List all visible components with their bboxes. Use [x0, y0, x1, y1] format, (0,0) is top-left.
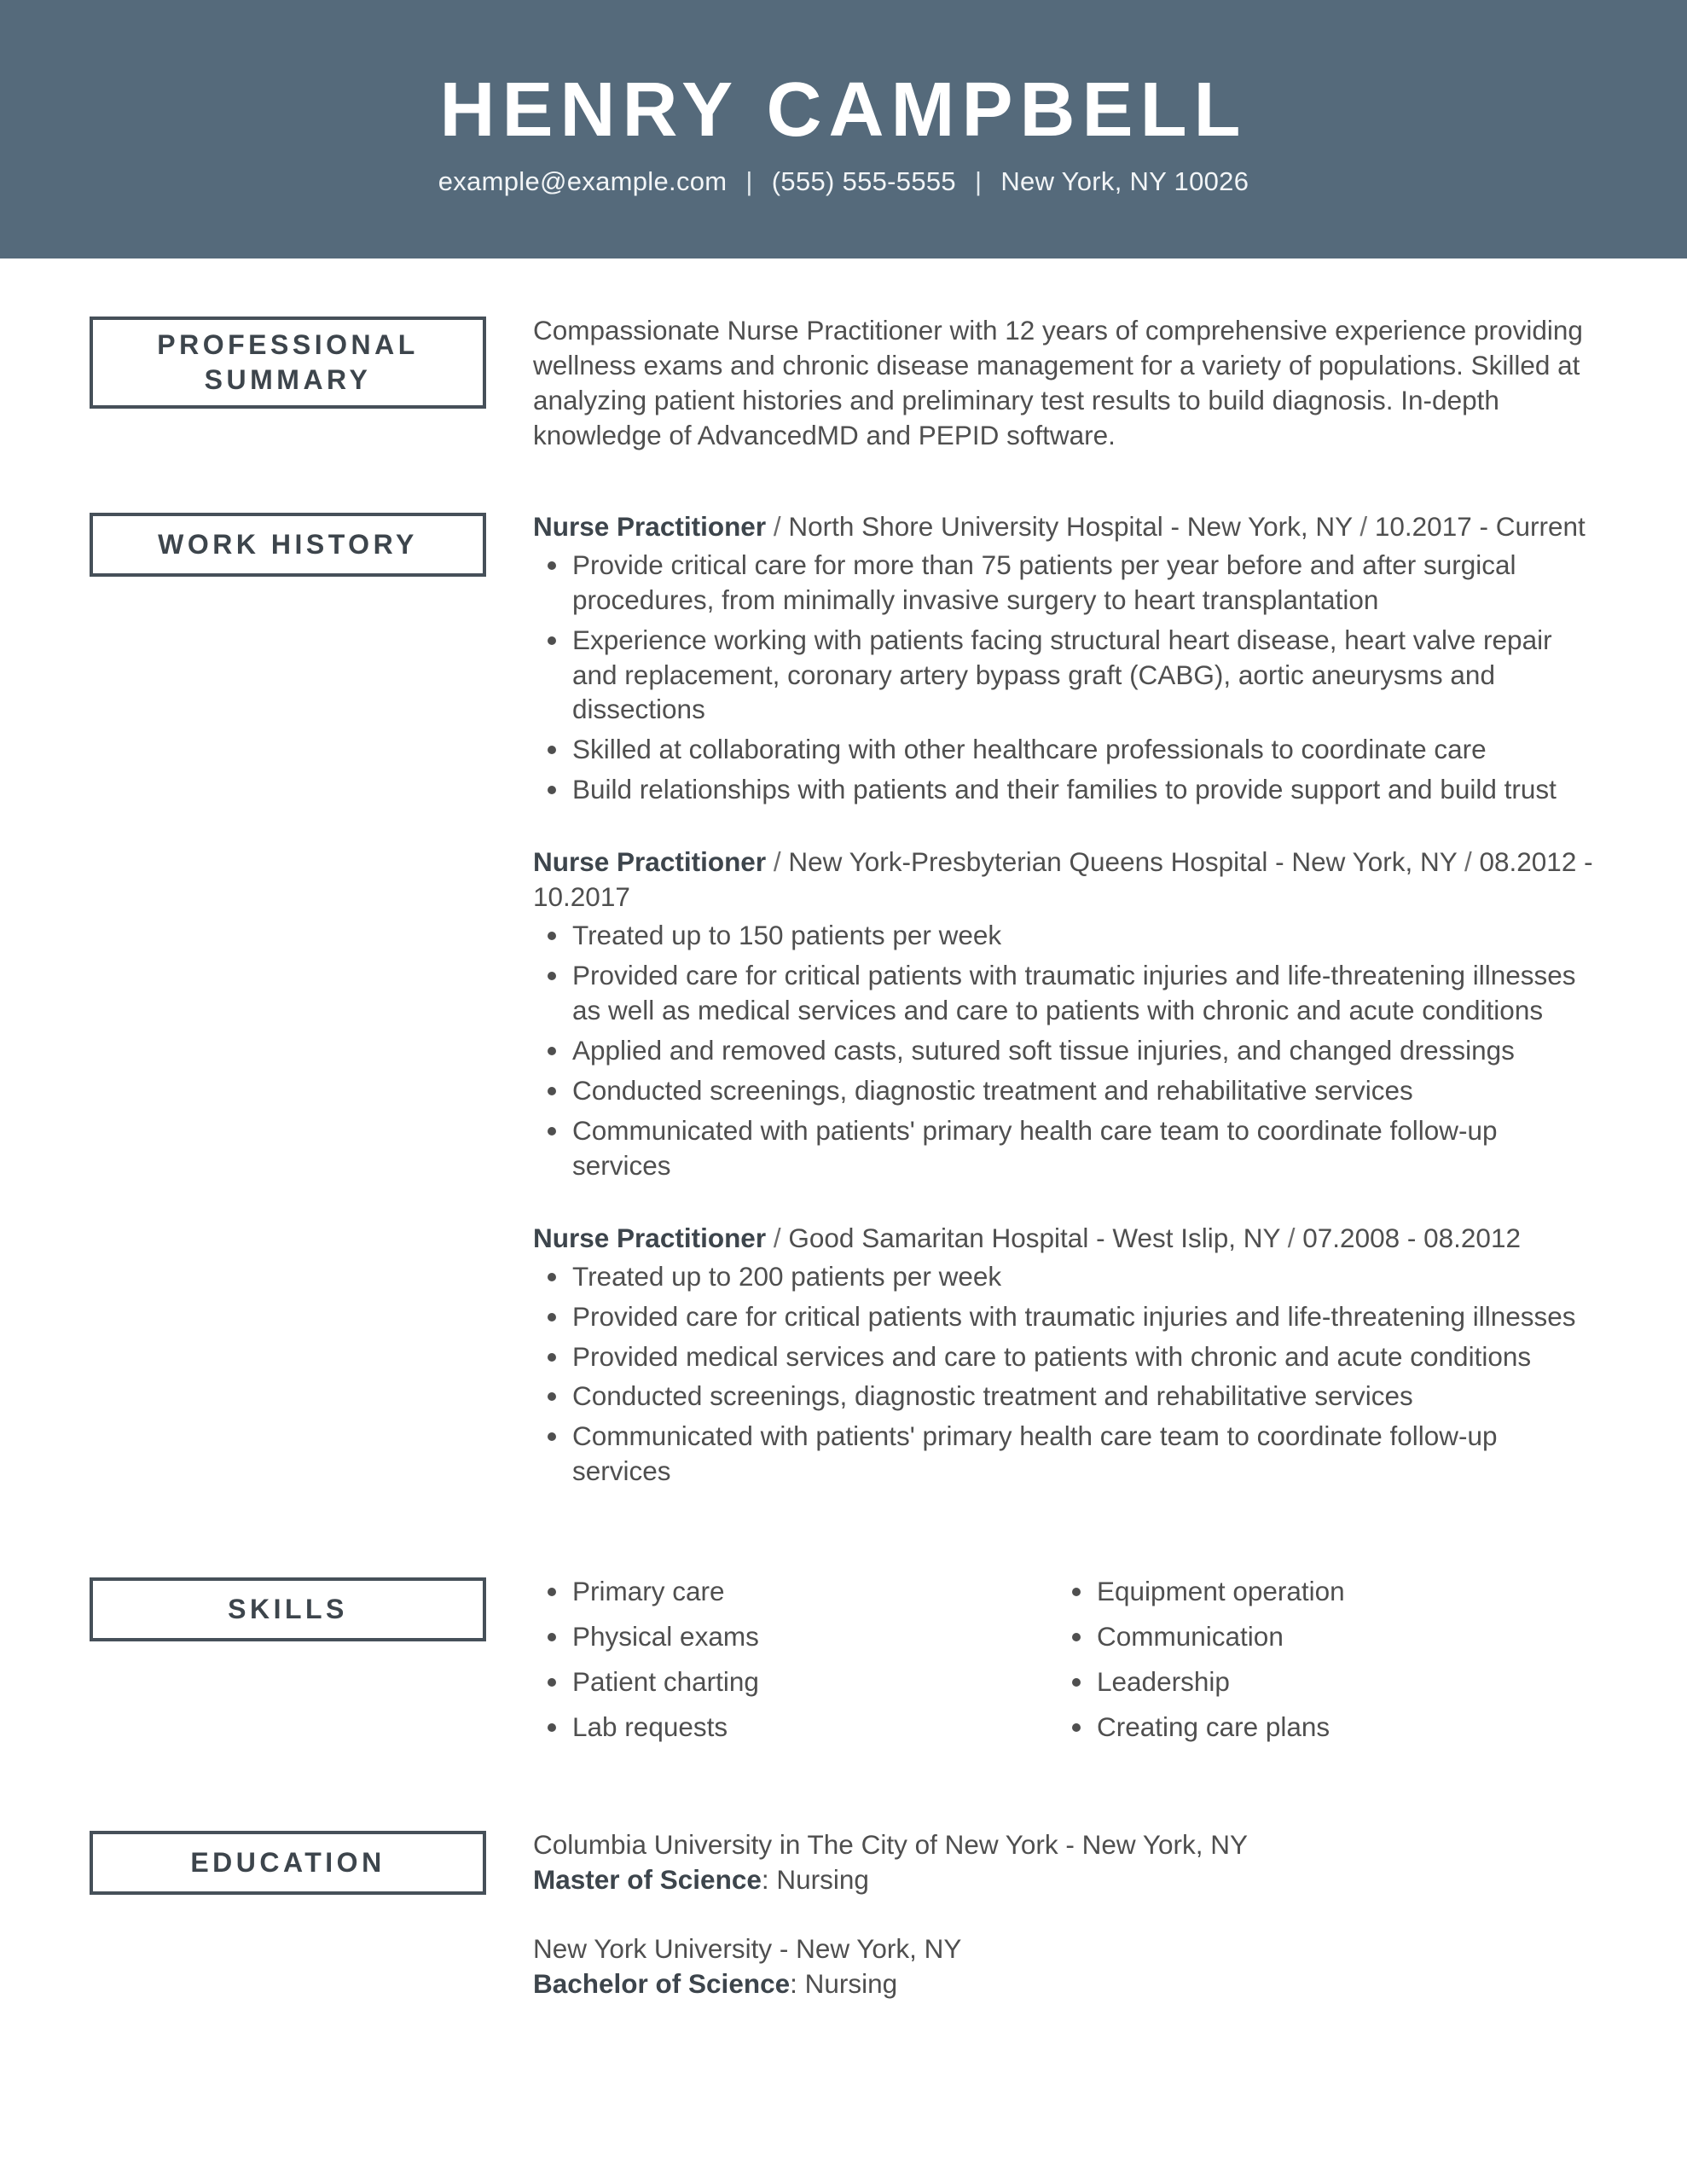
section-heading-label-skills: SKILLS: [228, 1594, 348, 1625]
education-degree: Master of Science: [533, 1863, 762, 1895]
skill-item: Lab requests: [533, 1710, 1058, 1745]
job-separator: /: [1359, 510, 1368, 542]
education-school: Columbia University in The City of New York - New York, NY: [533, 1829, 1248, 1860]
job-bullet: Conducted screenings, diagnostic treatment and rehabilitative services: [533, 1379, 1593, 1414]
section-label-column: [90, 1574, 486, 1641]
section-label-column: [90, 313, 486, 409]
job-entry: [533, 845, 1593, 1182]
job-bullet-list: [533, 1259, 1593, 1490]
job-heading: [533, 1221, 1593, 1256]
job-bullet: Conducted screenings, diagnostic treatment and rehabilitative services: [533, 1073, 1593, 1108]
contact-location: New York, NY 10026: [1000, 166, 1249, 196]
job-bullet: Build relationships with patients and their families to provide support and build trust: [533, 772, 1593, 807]
section-heading-label-work-history: WORK HISTORY: [158, 528, 418, 560]
education-field: : Nursing: [790, 1967, 898, 1999]
section-content-skills: [486, 1574, 1593, 1755]
education-degree: Bachelor of Science: [533, 1967, 791, 1999]
job-bullet: Communicated with patients' primary health care team to coordinate follow-up services: [533, 1419, 1593, 1489]
job-dates: 10.2017 - Current: [1374, 510, 1586, 542]
job-bullet: Applied and removed casts, sutured soft tissue injuries, and changed dressings: [533, 1033, 1593, 1068]
section-label-column: [90, 1827, 486, 1895]
job-title: Nurse Practitioner: [533, 1222, 767, 1253]
job-bullet: Treated up to 200 patients per week: [533, 1259, 1593, 1294]
section-label-column: [90, 509, 486, 577]
skill-item: Communication: [1058, 1619, 1582, 1654]
education-entry: [533, 1827, 1593, 1897]
job-employer: New York-Presbyterian Queens Hospital - New York, NY: [788, 846, 1458, 878]
section-professional-summary: [0, 313, 1687, 453]
job-title: Nurse Practitioner: [533, 846, 767, 878]
skills-columns: [533, 1574, 1593, 1755]
education-school: New York University - New York, NY: [533, 1932, 962, 1964]
section-skills: [0, 1574, 1687, 1755]
job-heading: [533, 845, 1593, 915]
skill-item: Equipment operation: [1058, 1574, 1582, 1609]
job-bullet: Experience working with patients facing structural heart disease, heart valve repair and replacement, coronary artery bypass graft (CABG), aortic aneurysms and dissections: [533, 623, 1593, 728]
job-bullet: Communicated with patients' primary health care team to coordinate follow-up services: [533, 1113, 1593, 1183]
job-bullet-list: [533, 548, 1593, 808]
section-heading-box-education: [90, 1831, 486, 1895]
job-separator: /: [1464, 846, 1472, 878]
section-content-work-history: [486, 509, 1593, 1490]
job-employer: Good Samaritan Hospital - West Islip, NY: [788, 1222, 1280, 1253]
section-education: [0, 1827, 1687, 2001]
skills-column-right: [1058, 1574, 1582, 1755]
page-title: HENRY CAMPBELL: [439, 67, 1248, 154]
job-bullet-list: [533, 918, 1593, 1183]
section-heading-box-skills: [90, 1577, 486, 1641]
skill-item: Physical exams: [533, 1619, 1058, 1654]
skills-list-right: [1058, 1574, 1582, 1745]
resume-header: [0, 0, 1687, 258]
skill-item: Leadership: [1058, 1664, 1582, 1699]
job-separator: /: [1287, 1222, 1296, 1253]
section-work-history: [0, 509, 1687, 1490]
skill-item: Patient charting: [533, 1664, 1058, 1699]
skills-column-left: [533, 1574, 1058, 1755]
education-degree-line: [533, 1862, 1593, 1897]
section-content-summary: [486, 313, 1593, 453]
contact-line: [438, 166, 1249, 197]
job-entry: [533, 1221, 1593, 1490]
resume-body: [0, 313, 1687, 2001]
section-heading-box-work-history: [90, 513, 486, 577]
skills-list-left: [533, 1574, 1058, 1745]
job-entry: [533, 509, 1593, 808]
education-degree-line: [533, 1966, 1593, 2001]
section-heading-label-education: EDUCATION: [190, 1847, 386, 1879]
job-dates: 07.2008 - 08.2012: [1302, 1222, 1521, 1253]
job-employer: North Shore University Hospital - New York, NY: [788, 510, 1353, 542]
job-bullet: Provide critical care for more than 75 patients per year before and after surgical procedures, from minimally invasive surgery to heart transplantation: [533, 548, 1593, 618]
job-dates: 08.2012 - 10.2017: [533, 846, 1593, 913]
job-title: Nurse Practitioner: [533, 510, 767, 542]
job-bullet: Provided care for critical patients with traumatic injuries and life-threatening illnesses: [533, 1299, 1593, 1334]
section-content-education: [486, 1827, 1593, 2001]
skill-item: Creating care plans: [1058, 1710, 1582, 1745]
summary-paragraph: Compassionate Nurse Practitioner with 12 years of comprehensive experience providing wellness exams and chronic disease management for a variety of populations. Skilled at analyzing patient histories and preliminary test results to build diagnosis. In-depth knowledge of AdvancedMD and PEPID software.: [533, 315, 1583, 450]
job-bullet: Treated up to 150 patients per week: [533, 918, 1593, 953]
education-field: : Nursing: [761, 1863, 869, 1895]
job-bullet: Provided care for critical patients with traumatic injuries and life-threatening illnesses as well as medical services and care to patients with chronic and acute conditions: [533, 958, 1593, 1028]
education-entry: [533, 1931, 1593, 2001]
contact-separator-1: |: [745, 166, 753, 196]
job-heading: [533, 509, 1593, 544]
job-bullet: Skilled at collaborating with other healthcare professionals to coordinate care: [533, 732, 1593, 767]
contact-phone: (555) 555-5555: [771, 166, 956, 196]
job-bullet: Provided medical services and care to patients with chronic and acute conditions: [533, 1339, 1593, 1374]
job-separator: /: [773, 1222, 781, 1253]
section-heading-label-summary: PROFESSIONAL SUMMARY: [157, 329, 419, 395]
contact-separator-2: |: [974, 166, 983, 196]
job-separator: /: [773, 510, 781, 542]
job-separator: /: [773, 846, 781, 878]
section-heading-box-summary: [90, 317, 486, 409]
skill-item: Primary care: [533, 1574, 1058, 1609]
contact-email: example@example.com: [438, 166, 728, 196]
